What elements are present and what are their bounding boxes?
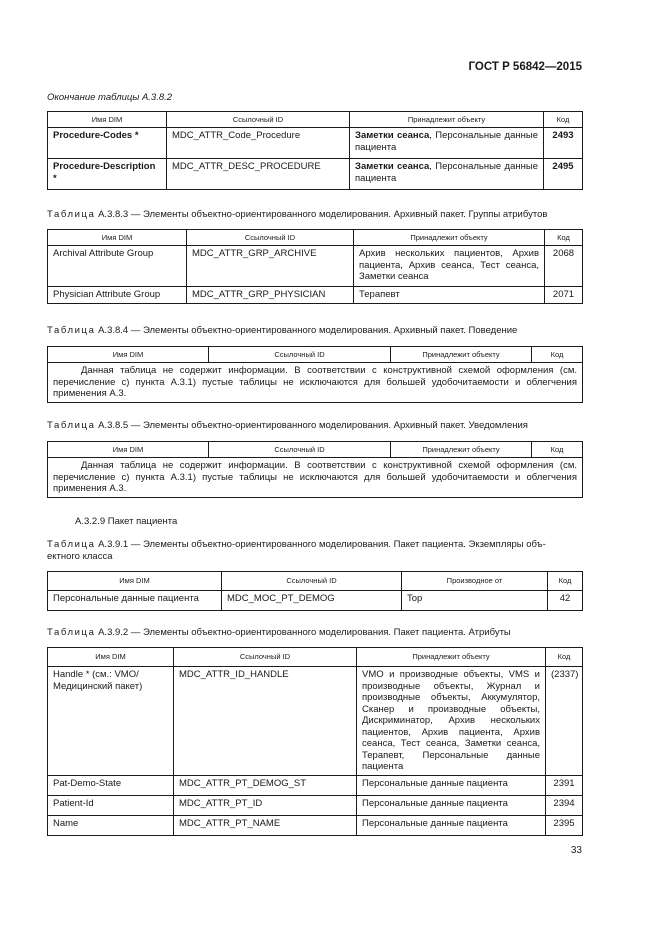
table-a391 bbox=[47, 571, 583, 611]
header-code: Код bbox=[546, 648, 583, 667]
table-a385 bbox=[47, 441, 583, 498]
table-a385-caption: Таблица А.3.8.5 — Элементы объектно-ориентированного моделирования. Архивный пакет. Уведомления bbox=[47, 420, 528, 431]
header-ref: Ссылочный ID bbox=[187, 230, 354, 246]
header-ref: Ссылочный ID bbox=[167, 112, 350, 128]
cell-owner: Заметки сеанса, Персональные данные пациента bbox=[350, 128, 544, 159]
table-a384-caption: Таблица А.3.8.4 — Элементы объектно-ориентированного моделирования. Архивный пакет. Поведение bbox=[47, 325, 518, 336]
page-number: 33 bbox=[570, 845, 582, 856]
empty-table-note: Данная таблица не содержит информации. В соответствии с конструктивной схемой оформления (см. перечисление с) пункта А.3.1) пустые таблицы не исключаются для большей удобочитаемости и облегчения применения А.3. bbox=[48, 363, 583, 403]
header-code: Код bbox=[532, 347, 583, 363]
header-dim: Имя DIM bbox=[48, 648, 174, 667]
cell-owner: Терапевт bbox=[354, 287, 545, 304]
cell-dim: Name bbox=[48, 815, 174, 835]
header-code: Код bbox=[532, 442, 583, 458]
table-row bbox=[48, 795, 583, 815]
cell-ref: MDC_ATTR_GRP_ARCHIVE bbox=[187, 246, 354, 287]
header-owner: Принадлежит объекту bbox=[391, 347, 532, 363]
table-row bbox=[48, 128, 583, 159]
table-a382 bbox=[47, 111, 583, 190]
header-owner: Принадлежит объекту bbox=[350, 112, 544, 128]
table-row bbox=[48, 775, 583, 795]
cell-code: 42 bbox=[548, 591, 583, 611]
cell-owner: Персональные данные пациента bbox=[357, 815, 546, 835]
header-ref: Ссылочный ID bbox=[209, 347, 391, 363]
cell-dim: Procedure-Codes * bbox=[48, 128, 167, 159]
table-row bbox=[48, 815, 583, 835]
cell-ref: MDC_ATTR_ID_HANDLE bbox=[174, 667, 357, 776]
table-row bbox=[48, 458, 583, 498]
table-a384 bbox=[47, 346, 583, 403]
header-code: Код bbox=[544, 112, 583, 128]
table-a392-caption: Таблица А.3.9.2 — Элементы объектно-ориентированного моделирования. Пакет пациента. Атрибуты bbox=[47, 627, 511, 638]
cell-code: 2391 bbox=[546, 775, 583, 795]
cell-owner: Заметки сеанса, Персональные данные пациента bbox=[350, 159, 544, 190]
cell-ref: MDC_ATTR_PT_NAME bbox=[174, 815, 357, 835]
cell-code: 2493 bbox=[544, 128, 583, 159]
cell-dim: Archival Attribute Group bbox=[48, 246, 187, 287]
cell-dim: Physician Attribute Group bbox=[48, 287, 187, 304]
cell-owner: Персональные данные пациента bbox=[357, 775, 546, 795]
cell-ref: MDC_ATTR_PT_ID bbox=[174, 795, 357, 815]
table-row bbox=[48, 363, 583, 403]
header-code: Код bbox=[548, 572, 583, 591]
table-row bbox=[48, 159, 583, 190]
cell-code: 2394 bbox=[546, 795, 583, 815]
table-row bbox=[48, 287, 583, 304]
header-owner: Принадлежит объекту bbox=[354, 230, 545, 246]
header-dim: Имя DIM bbox=[48, 347, 209, 363]
cell-ref: MDC_ATTR_DESC_PROCEDURE bbox=[167, 159, 350, 190]
header-ref: Ссылочный ID bbox=[222, 572, 402, 591]
cell-ref: MDC_ATTR_GRP_PHYSICIAN bbox=[187, 287, 354, 304]
header-owner: Принадлежит объекту bbox=[391, 442, 532, 458]
cell-dim: Handle * (см.: VMO/ Медицинский пакет) bbox=[48, 667, 174, 776]
cell-code: (2337) bbox=[546, 667, 583, 776]
header-code: Код bbox=[545, 230, 583, 246]
header-owner: Принадлежит объекту bbox=[357, 648, 546, 667]
cell-owner: Персональные данные пациента bbox=[357, 795, 546, 815]
cell-owner: VMO и производные объекты, VMS и производные объекты, Журнал и производные объекты, Аккумулятор, Сканер и производные объекты, Дискриминатор, Архив нескольких пациентов, Архив пациента, Архив сеанса, Тест сеанса, Заметки сеанса, Терапевт, Персональные данные пациента bbox=[357, 667, 546, 776]
header-dim: Имя DIM bbox=[48, 572, 222, 591]
cell-code: 2395 bbox=[546, 815, 583, 835]
empty-table-note: Данная таблица не содержит информации. В соответствии с конструктивной схемой оформления (см. перечисление с) пункта А.3.1) пустые таблицы не исключаются для большей удобочитаемости и облегчения применения А.3. bbox=[48, 458, 583, 498]
cell-ref: MDC_ATTR_Code_Procedure bbox=[167, 128, 350, 159]
header-dim: Имя DIM bbox=[48, 442, 209, 458]
cell-code: 2068 bbox=[545, 246, 583, 287]
header-derived: Производное от bbox=[402, 572, 548, 591]
cell-dim: Pat-Demo-State bbox=[48, 775, 174, 795]
header-ref: Ссылочный ID bbox=[209, 442, 391, 458]
table-a383 bbox=[47, 229, 583, 304]
document-code: ГОСТ Р 56842—2015 bbox=[468, 61, 582, 73]
cell-code: 2071 bbox=[545, 287, 583, 304]
table-row bbox=[48, 591, 583, 611]
cell-dim: Patient-Id bbox=[48, 795, 174, 815]
cell-derived: Top bbox=[402, 591, 548, 611]
table-a383-caption: Таблица А.3.8.3 — Элементы объектно-ориентированного моделирования. Архивный пакет. Группы атрибутов bbox=[47, 209, 548, 220]
table-a392 bbox=[47, 647, 583, 836]
table-row bbox=[48, 246, 583, 287]
cell-dim: Procedure-Description * bbox=[48, 159, 167, 190]
cell-code: 2495 bbox=[544, 159, 583, 190]
table-a391-caption: Таблица А.3.9.1 — Элементы объектно-ориентированного моделирования. Пакет пациента. Экземпляры объ- ектного класса bbox=[47, 539, 546, 562]
table-row bbox=[48, 667, 583, 776]
cell-ref: MDC_MOC_PT_DEMOG bbox=[222, 591, 402, 611]
table-a382-continuation-caption: Окончание таблицы А.3.8.2 bbox=[47, 92, 173, 103]
header-dim: Имя DIM bbox=[48, 112, 167, 128]
header-dim: Имя DIM bbox=[48, 230, 187, 246]
section-heading-a329: А.3.2.9 Пакет пациента bbox=[75, 516, 178, 527]
header-ref: Ссылочный ID bbox=[174, 648, 357, 667]
cell-owner: Архив нескольких пациентов, Архив пациента, Архив сеанса, Тест сеанса, Заметки сеанса bbox=[354, 246, 545, 287]
cell-ref: MDC_ATTR_PT_DEMOG_ST bbox=[174, 775, 357, 795]
cell-dim: Персональные данные пациента bbox=[48, 591, 222, 611]
